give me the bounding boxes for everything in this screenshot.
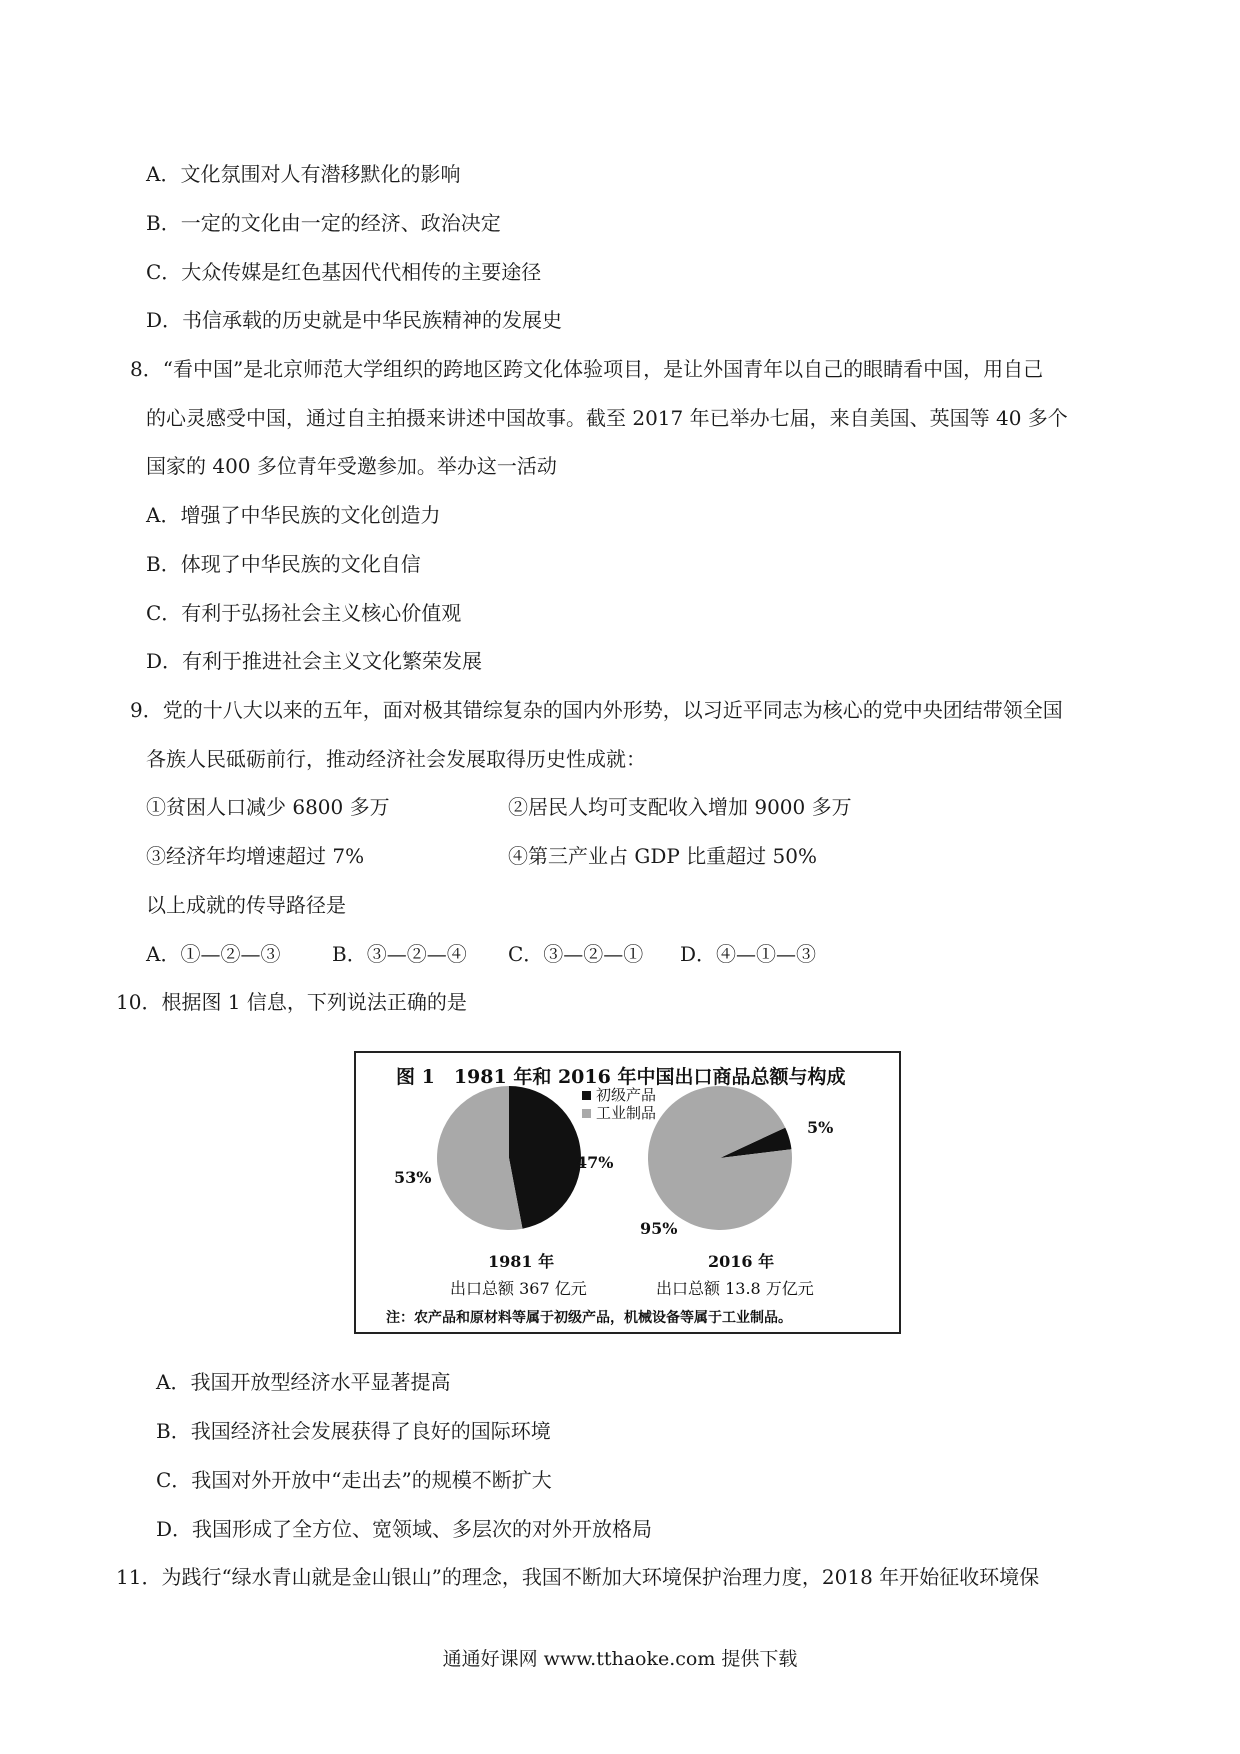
pie-2016-total: 出口总额 13.8 万亿元 (656, 1279, 814, 1298)
legend-label-industrial: 工业制品 (596, 1104, 657, 1122)
q9-option-b: B．③—②—④ (332, 942, 467, 966)
legend-swatch-industrial (582, 1109, 591, 1118)
q9-option-a: A．①—②—③ (146, 942, 281, 966)
legend-label-primary: 初级产品 (596, 1086, 657, 1104)
pie-1981-label-primary: 47% (576, 1153, 614, 1172)
q7-option-b: B．一定的文化由一定的经济、政治决定 (146, 211, 501, 235)
q7-option-a: A．文化氛围对人有潜移默化的影响 (146, 162, 461, 186)
q9-item-2: ②居民人均可支配收入增加 9000 多万 (508, 795, 852, 819)
q11-stem: 11．为践行“绿水青山就是金山银山”的理念，我国不断加大环境保护治理力度，2018 年开始征收环境保 (116, 1565, 1040, 1589)
page-footer: 通通好课网 www.tthaoke.com 提供下载 (442, 1648, 798, 1670)
q10-option-b: B．我国经济社会发展获得了良好的国际环境 (156, 1419, 551, 1443)
pie-2016-year: 2016 年 (708, 1252, 775, 1271)
pie-2016-label-industrial: 95% (640, 1219, 678, 1238)
pie-2016-slice-industrial (648, 1086, 792, 1230)
q9-stem-line-1: 9．党的十八大以来的五年，面对极其错综复杂的国内外形势，以习近平同志为核心的党中央团结带领全国 (130, 698, 1063, 722)
pie-2016-label-primary: 5% (807, 1118, 834, 1137)
q8-option-d: D．有利于推进社会主义文化繁荣发展 (146, 649, 483, 673)
q10-option-a: A．我国开放型经济水平显著提高 (156, 1370, 451, 1394)
q7-option-d: D．书信承载的历史就是中华民族精神的发展史 (146, 308, 563, 332)
pie-1981-total: 出口总额 367 亿元 (450, 1279, 587, 1298)
q8-option-b: B．体现了中华民族的文化自信 (146, 552, 421, 576)
q9-item-4: ④第三产业占 GDP 比重超过 50% (508, 844, 817, 868)
pie-1981-label-industrial: 53% (394, 1168, 432, 1187)
legend-swatch-primary (582, 1091, 591, 1100)
q9-stem-line-2: 各族人民砥砺前行，推动经济社会发展取得历史性成就： (146, 747, 646, 771)
pie-1981-year: 1981 年 (488, 1252, 555, 1271)
q8-option-a: A．增强了中华民族的文化创造力 (146, 503, 441, 527)
q9-item-1: ①贫困人口减少 6800 多万 (146, 795, 390, 819)
q10-option-c: C．我国对外开放中“走出去”的规模不断扩大 (156, 1468, 552, 1492)
q10-option-d: D．我国形成了全方位、宽领域、多层次的对外开放格局 (156, 1517, 653, 1541)
q9-prompt: 以上成就的传导路径是 (146, 893, 346, 917)
pie-1981-slice-primary (509, 1086, 581, 1229)
q9-item-3: ③经济年均增速超过 7% (146, 844, 365, 868)
q9-option-d: D．④—①—③ (680, 942, 817, 966)
q8-stem-line-3: 国家的 400 多位青年受邀参加。举办这一活动 (146, 454, 557, 478)
q8-stem-line-1: 8．“看中国”是北京师范大学组织的跨地区跨文化体验项目，是让外国青年以自己的眼睛看中国，用自己 (130, 357, 1044, 381)
chart-title: 图 1 1981 年和 2016 年中国出口商品总额与构成 (396, 1066, 846, 1088)
q7-option-c: C．大众传媒是红色基因代代相传的主要途径 (146, 260, 542, 284)
q8-stem-line-2: 的心灵感受中国，通过自主拍摄来讲述中国故事。截至 2017 年已举办七届，来自美国、英国等 40 多个 (146, 406, 1068, 430)
pie-chart-svg (356, 1053, 899, 1332)
q8-option-c: C．有利于弘扬社会主义核心价值观 (146, 601, 462, 625)
figure-1-pie-charts (354, 1051, 901, 1334)
q10-stem: 10．根据图 1 信息，下列说法正确的是 (116, 990, 467, 1014)
chart-note: 注：农产品和原材料等属于初级产品，机械设备等属于工业制品。 (386, 1310, 792, 1326)
q9-option-c: C．③—②—① (508, 942, 644, 966)
